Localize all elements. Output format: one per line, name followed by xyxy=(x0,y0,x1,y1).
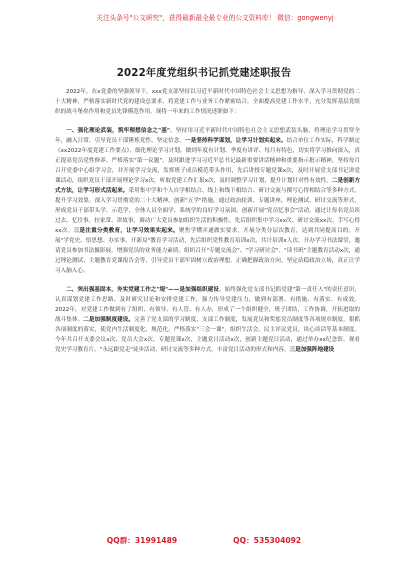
section-1-text-a: 。坚持用习近平新时代中国特色社会主义思想武装头脑，将理论学习贯穿全年，融入日常，引导党员干部锤炼党性、坚定信念。 xyxy=(55,128,360,144)
section-1-subheading-3: 三是注重分类教育，让学习效果实起来。 xyxy=(73,228,179,234)
footer-qq-group: QQ群：31991489 xyxy=(106,536,178,545)
footer-contact xyxy=(0,536,408,546)
document-body xyxy=(55,87,360,532)
intro-paragraph xyxy=(55,87,360,117)
document-title: 2022年度党组织书记抓党建述职报告 xyxy=(116,68,292,79)
section-1-text-b: 结合单位工作实际，科学制定《xx2022年度党建工作要点》，细化理论学习计划，做到年度有计划、季度有讲评、每月有特色，切实将学习推向深入，真正提高党员党性修养。严格落实"第一议题"，及时跟进学习习近平总书记最新重要讲话精神和重要指示批示精神， xyxy=(55,138,360,164)
banner-text: 关注头条号"公文研究"，获得最新最全最专业的公文资料库！ 微信：gongwenyj xyxy=(96,14,334,22)
section-1-subheading-1: 一是坚持科学谋划，让学习计划实起来。 xyxy=(184,138,287,144)
section-2-text-b: 完善了党支部的学习制度，支部工作制度，发展党员和奖惩党员制度等各项规章制度，狠抓各项制度的落实，使党内生活制度化、规范化。严格落实"三会一课"，组织生活会，民主评议党员，谈心谈话等基本制度。今年共召开支委会议x次、党员大会x次、专题党课x次、主题党日活动x次，创新主题党日活动，通过举办xx纪念馆、观看党史学习教育片、"永远跟党走"徒步活动、研讨交流等多种方式，丰富党日活动的形式和内容。 xyxy=(55,317,360,353)
top-banner xyxy=(50,14,380,23)
section-2-heading: 二、突出强基固本，夯实党建工作之"堤" xyxy=(66,287,169,293)
section-2-subheading-3: 三是加强阵地建设 xyxy=(289,347,335,353)
section-1-paragraph-a xyxy=(55,126,360,276)
section-1-text-d: 采用集中学和个人自学相结合、线上和线下相结合、研讨交流与撰写心得相结合等多种方式，提升学习效果。深入学习贯彻党的二十大精神，创新"五学"措施，通过政治轮训、专题讲座、理论测试、研讨交流等形式，形成党员干部带头学、示范学，全体人员全面学、系统学的良好学习氛围。创新开展"党员忆事会"活动，通过让每名党员谈过去、忆往事、拉家常、讲故事，调动广大党员参加组织生活的积极性。先后组织集中学习xx次、研讨交流xx次、手写心得xx次。 xyxy=(55,188,360,234)
section-1-subheading-2: 二是创新方式方法，让学习形式活起来。 xyxy=(55,178,360,194)
section-2-subheading-2: 二是加强制度建设。 xyxy=(83,317,135,323)
intro-text: 2022年，在x党委的坚强领导下，xxx党支部坚持以习近平新时代中国特色社会主义思想为指导，深入学习贯彻党的二十大精神，严格落实新时代党的建设总要求，将党建工作与业务工作紧密结合，全面提高党建工作水平，充分发挥基层党组织的战斗堡垒作用和党员先锋模范作用。现将一年来的工作情况述职如下： xyxy=(55,89,360,115)
section-1-heading: 一、强化理论武装，筑牢理想信念之"基" xyxy=(66,128,170,134)
section-2-subheading-1: ——是加强组织建设 xyxy=(168,287,219,293)
section-1-text-c: 坚持每月召开党委中心组学习会，并开展学习交流，发挥班子成员模范带头作用，先后讲授专题党课x次，及时开展党支部书记讲党课活动，组织党员干部开展理论学习x次，听取党建工作汇报x次，及时调整学习计划，提升计划针对性有效性。 xyxy=(55,158,360,184)
footer-qq: QQ：535304092 xyxy=(233,536,302,545)
section-2-paragraph xyxy=(55,285,360,355)
section-1-text-e: 聚焦学懂弄通做实要求，开展分类分层次教育，达到共同提高目的。开展"学党史、悟思想、办实事、开新局"教育学习活动，先后组织党性教育培训x次，共计培训x人次。开办学习书法课堂，邀请党员参加书法摄影展，增强党员的业务能力素质。组织召开"专题交流会"、"学习研讨会"、"读书班"主题教育活动x次，通过理论测试、主题教育党课报告会等，引导党员干部牢固树立政治理想，正确把握政治方向，坚定站稳政治立场，真正让学习入脑入心。 xyxy=(55,228,360,274)
section-2-text-a: 。始终强化党支部书记抓党建"第一责任人"的责任意识，认真谋划党建工作思路、及时研究讨论和安排党建工作，强力传导党建压力，做到有部署、有措施、有落实、有成效。2022年，对党建工作做到有了组织、有领导、有人管、有人办，形成了一个组织健全，班子团结，工作协调，开拓进取的战斗集体。 xyxy=(55,287,360,323)
